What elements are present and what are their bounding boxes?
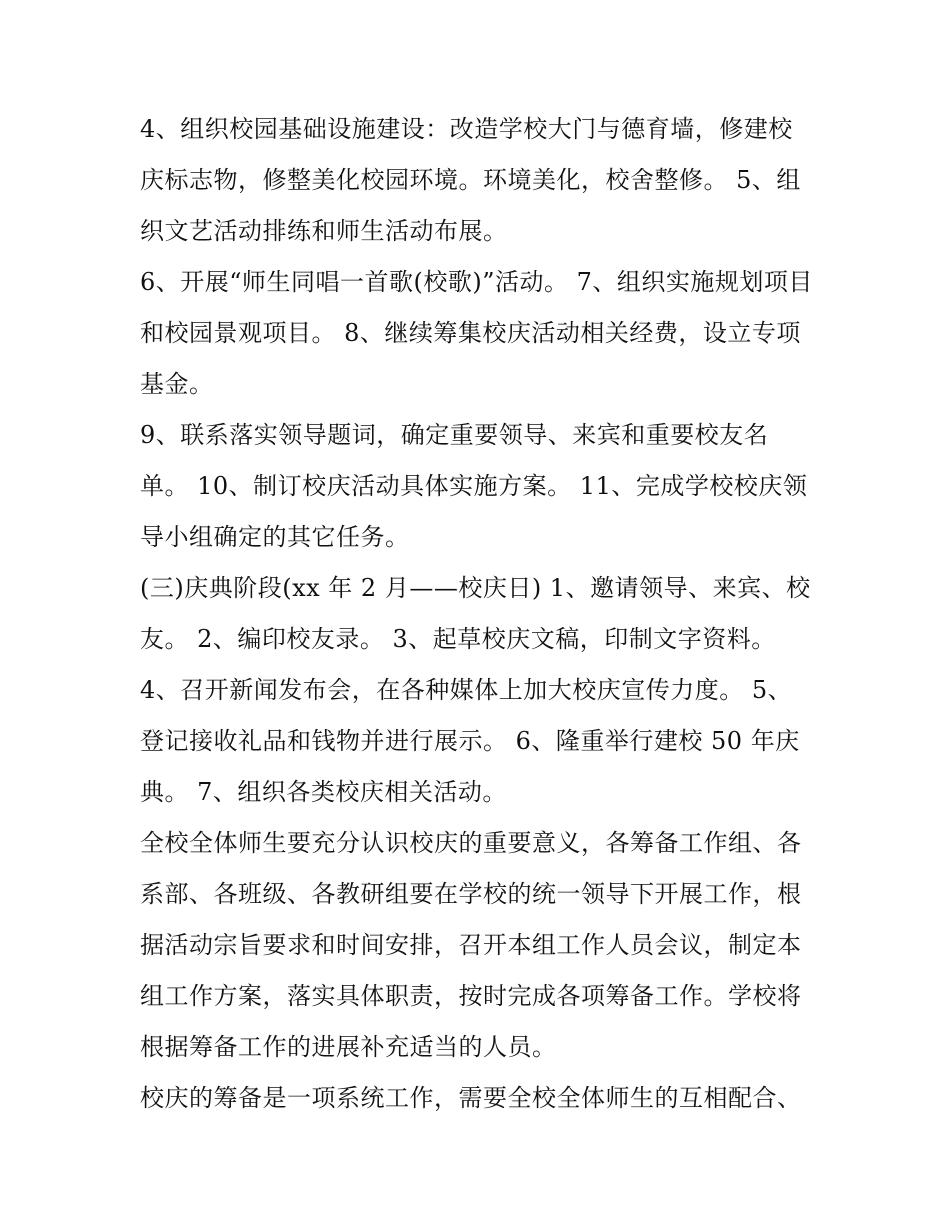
text-line: 典。 7、组织各类校庆相关活动。 <box>140 778 507 806</box>
text-line: 系部、各班级、各教研组要在学校的统一领导下开展工作，根 <box>140 880 802 908</box>
text-line: 校庆的筹备是一项系统工作，需要全校全体师生的互相配合、 <box>140 1084 802 1112</box>
paragraph-tasks-4-5 <box>140 104 820 257</box>
text-line: 根据筹备工作的进展补充适当的人员。 <box>140 1033 557 1061</box>
document-body <box>140 104 820 1124</box>
text-line: 和校园景观项目。 8、继续筹集校庆活动相关经费，设立专项 <box>140 319 801 347</box>
text-line: 友。 2、编印校友录。 3、起草校庆文稿，印制文字资料。 <box>140 625 776 653</box>
paragraph-ceremony-tasks <box>140 665 820 818</box>
paragraph-closing <box>140 1073 820 1124</box>
paragraph-tasks-6-8 <box>140 257 820 410</box>
paragraph-tasks-9-11 <box>140 410 820 563</box>
text-line: 单。 10、制订校庆活动具体实施方案。 11、完成学校校庆领 <box>140 472 808 500</box>
text-line: 登记接收礼品和钱物并进行展示。 6、隆重举行建校 50 年庆 <box>140 727 800 755</box>
paragraph-requirements <box>140 818 820 1073</box>
text-line: 导小组确定的其它任务。 <box>140 523 410 551</box>
text-line: 9、联系落实领导题词，确定重要领导、来宾和重要校友名 <box>140 421 769 449</box>
text-line: 据活动宗旨要求和时间安排，召开本组工作人员会议，制定本 <box>140 931 802 959</box>
text-line: 全校全体师生要充分认识校庆的重要意义，各筹备工作组、各 <box>140 829 802 857</box>
text-line: 庆标志物，修整美化校园环境。环境美化，校舍整修。 5、组 <box>140 166 801 194</box>
text-line: 基金。 <box>140 370 214 398</box>
text-line: 6、开展“师生同唱一首歌(校歌)”活动。 7、组织实施规划项目 <box>140 268 813 296</box>
text-line: 4、召开新闻发布会，在各种媒体上加大校庆宣传力度。 5、 <box>140 676 793 704</box>
paragraph-ceremony-stage <box>140 563 820 665</box>
text-line: 织文艺活动排练和师生活动布展。 <box>140 217 508 245</box>
text-line: 4、组织校园基础设施建设：改造学校大门与德育墙，修建校 <box>140 115 793 143</box>
text-line: 组工作方案，落实具体职责，按时完成各项筹备工作。学校将 <box>140 982 802 1010</box>
text-line: (三)庆典阶段(xx 年 2 月——校庆日) 1、邀请领导、来宾、校 <box>140 574 811 602</box>
